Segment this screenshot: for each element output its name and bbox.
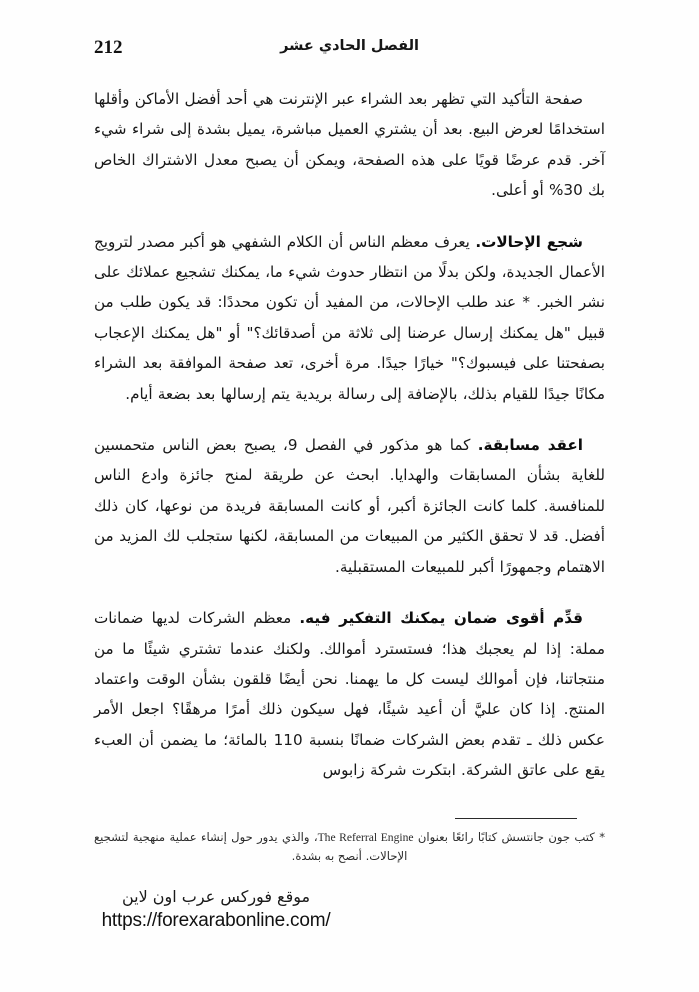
footnote-marker: * [599,830,605,844]
page-header [94,38,605,64]
watermark-url[interactable]: https://forexarabonline.com/ [101,910,331,931]
watermark-arabic-label: موقع فوركس عرب اون لاين [121,887,311,906]
footnote-text-after-title: ، والذي يدور حول إنشاء عملية منهجية لتشجيع الإحالات. أنصح به بشدة. [94,830,408,863]
paragraph-lead-in: اعقد مسابقة. [477,436,583,455]
footnote-text-before-title: كتب جون جانتسش كتابًا رائعًا بعنوان [413,830,600,844]
paragraph-text: يعرف معظم الناس أن الكلام الشفهي هو أكبر مصدر لترويج الأعمال الجديدة، ولكن بدلًا من انتظار حدوث شيء ما، يمكنك تشجيع عملائك على نشر الخبر. * عند طلب الإحالات، من المفيد أن تكون محددًا: قد يكون طلب من قبيل "هل يمكنك إرسال عرضنا إلى ثلاثة من أصدقائك؟" أو "هل يمكنك الإعجاب بصفحتنا على فيسبوك؟" خيارًا جيدًا. مرة أخرى، تعد صفحة الموافقة بعد الشراء مكانًا جيدًا للقيام بذلك، بالإضافة إلى رسالة بريدية يتم إرسالها بعد بضعة أيام. [94,232,605,403]
paragraph-encourage-referrals [94,227,605,409]
paragraph-lead-in: قدِّم أقوى ضمان يمكنك التفكير فيه. [299,609,583,628]
paragraph-text: معظم الشركات لديها ضمانات مملة: إذا لم يعجبك هذا؛ فستسترد أموالك. ولكنك عندما تشتري شيئًا ما من منتجاتنا، فإن أموالك ليست كل ما يهمنا. نحن أيضًا قلقون بشأن الوقت واعتماد المنتج. إذا كان عليَّ أن أعيد شيئًا، فهل سيكون ذلك أمرًا مرهقًا؟ اجعل الأمر عكس ذلك ـ تقدم بعض الشركات ضمانًا بنسبة 110 بالمائة؛ ما يضمن أن العبء يقع على عاتق الشركة. ابتكرت شركة زابوس [94,609,605,780]
footnote-text [94,828,605,866]
chapter-title: الفصل الحادي عشر [280,38,419,54]
paragraph-strongest-guarantee [94,603,605,785]
body-text-column [94,84,605,786]
site-watermark [16,886,416,933]
paragraph-text: صفحة التأكيد التي تظهر بعد الشراء عبر الإنترنت هي أحد أفضل الأماكن وأقلها استخدامًا لعرض البيع. بعد أن يشتري العميل مباشرة، يميل بشدة إلى شراء شيء آخر. قدم عرضًا قويًا على هذه الصفحة، ويمكن أن يصبح معدل الاشتراك الخاص بك 30% أو أعلى. [94,90,605,200]
page-number: 212 [94,37,123,58]
footnote-separator-rule [455,818,577,819]
paragraph-hold-a-contest [94,430,605,582]
footnote-area [94,818,605,866]
paragraph-confirmation-page [94,84,605,206]
paragraph-text: كما هو مذكور في الفصل 9، يصبح بعض الناس متحمسين للغاية بشأن المسابقات والهدايا. ابحث عن طريقة لمنح جائزة وادع الناس للمنافسة. كلما كانت الجائزة أكبر، أو كانت المسابقة فريدة من نوعها، كان ذلك أفضل. قد لا تحقق الكثير من المبيعات من المسابقة، لكنها ستجلب لك المزيد من الاهتمام وجمهورًا أكبر للمبيعات المستقبلية. [94,436,605,576]
paragraph-lead-in: شجع الإحالات. [475,232,583,251]
footnote-book-title: The Referral Engine [317,831,414,844]
